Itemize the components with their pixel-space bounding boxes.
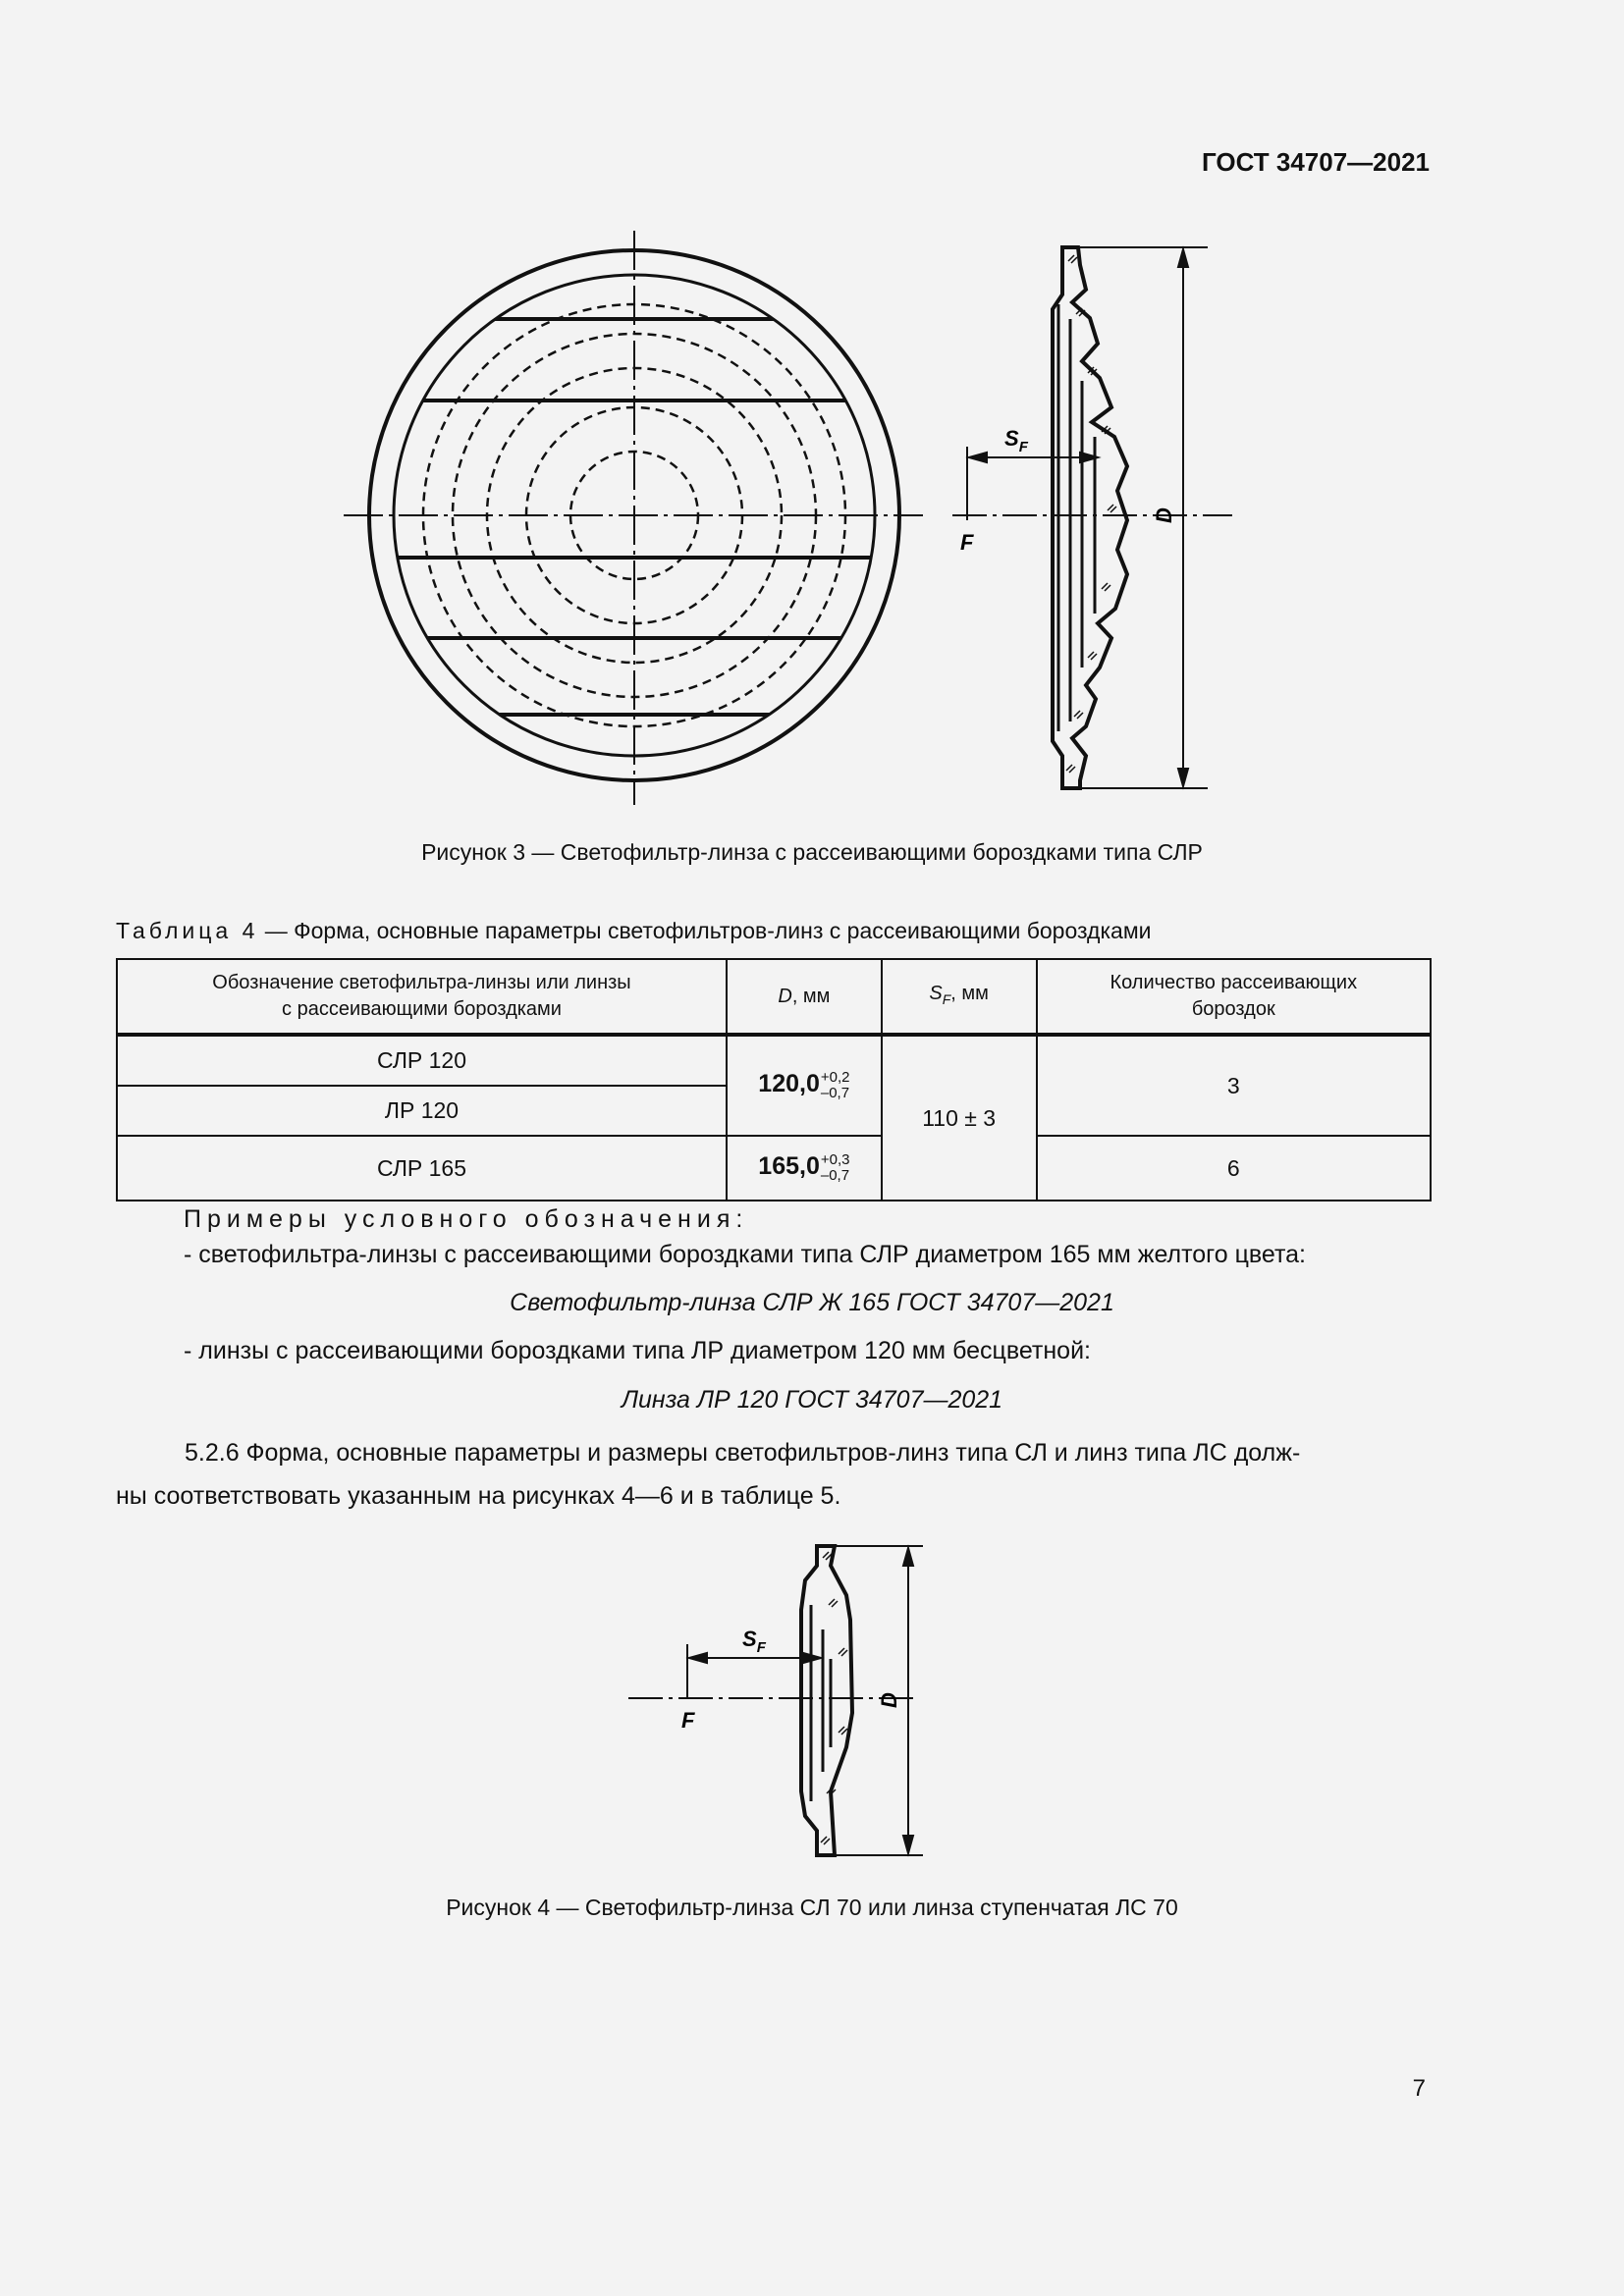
- d-cell: 120,0 +0,2 –0,7: [727, 1035, 882, 1136]
- d-cell: 165,0 +0,3 –0,7: [727, 1136, 882, 1201]
- paragraph-5-2-6: 5.2.6 Форма, основные параметры и размеры светофильтров-линз типа СЛ и линз типа ЛС долж- ны соответствовать указанным на рисунках 4—6 и в таблице 5.: [116, 1439, 1301, 1510]
- header-designation: Обозначение светофильтра-линзы или линзы с рассеивающими бороздками: [117, 959, 727, 1035]
- example-designation-2: Линза ЛР 120 ГОСТ 34707—2021: [621, 1386, 1003, 1414]
- header-sf: $S_F$, мм: [882, 959, 1037, 1035]
- figure3-front-view: [334, 221, 943, 810]
- label-d: D: [877, 1692, 901, 1708]
- examples-heading: Примеры условного обозначения:: [184, 1205, 749, 1233]
- dimension-d: [1080, 247, 1208, 788]
- header-d: D, мм: [727, 959, 882, 1035]
- label-sf: $S_F$: [742, 1627, 766, 1656]
- label-f: F: [960, 530, 974, 555]
- lens-profile: [801, 1546, 852, 1855]
- figure4-side-section: [619, 1536, 933, 1870]
- example-item-1: - светофильтра-линзы с рассеивающими бороздками типа СЛР диаметром 165 мм желтого цвета:: [184, 1241, 1307, 1268]
- header-count: Количество рассеивающих бороздок: [1037, 959, 1431, 1035]
- dimension-sf: [967, 447, 1098, 520]
- table4-header-row: [117, 959, 1431, 1035]
- count-cell: 6: [1037, 1136, 1431, 1201]
- diffusing-grooves: [334, 319, 943, 715]
- label-d: D: [1152, 507, 1176, 523]
- figure3-side-section: [943, 236, 1237, 805]
- lens-profile: [1053, 247, 1127, 788]
- inner-steps: [811, 1605, 831, 1801]
- count-cell: 3: [1037, 1035, 1431, 1136]
- row-name: СЛР 120: [117, 1035, 727, 1086]
- table-row: [117, 1035, 1431, 1086]
- example-designation-1: Светофильтр-линза СЛР Ж 165 ГОСТ 34707—2021: [510, 1289, 1114, 1316]
- document-header: ГОСТ 34707—2021: [1202, 147, 1430, 177]
- center-axes: [344, 231, 923, 805]
- figure3-caption: Рисунок 3 — Светофильтр-линза с рассеивающими бороздками типа СЛР: [421, 839, 1203, 865]
- row-name: СЛР 165: [117, 1136, 727, 1201]
- table4-title: Таблица 4 — Форма, основные параметры светофильтров-линз с рассеивающими бороздками: [116, 918, 1152, 943]
- table-row: [117, 1136, 1431, 1201]
- row-name: ЛР 120: [117, 1086, 727, 1136]
- example-item-2: - линзы с рассеивающими бороздками типа ЛР диаметром 120 мм бесцветной:: [184, 1337, 1091, 1364]
- figure4-caption: Рисунок 4 — Светофильтр-линза СЛ 70 или линза ступенчатая ЛС 70: [446, 1895, 1178, 1920]
- table4: [116, 958, 1432, 1201]
- sf-cell: 110 ± 3: [882, 1035, 1037, 1201]
- label-f: F: [681, 1708, 695, 1733]
- label-sf: $S_F$: [1004, 426, 1028, 455]
- page-number: 7: [1412, 2075, 1426, 2102]
